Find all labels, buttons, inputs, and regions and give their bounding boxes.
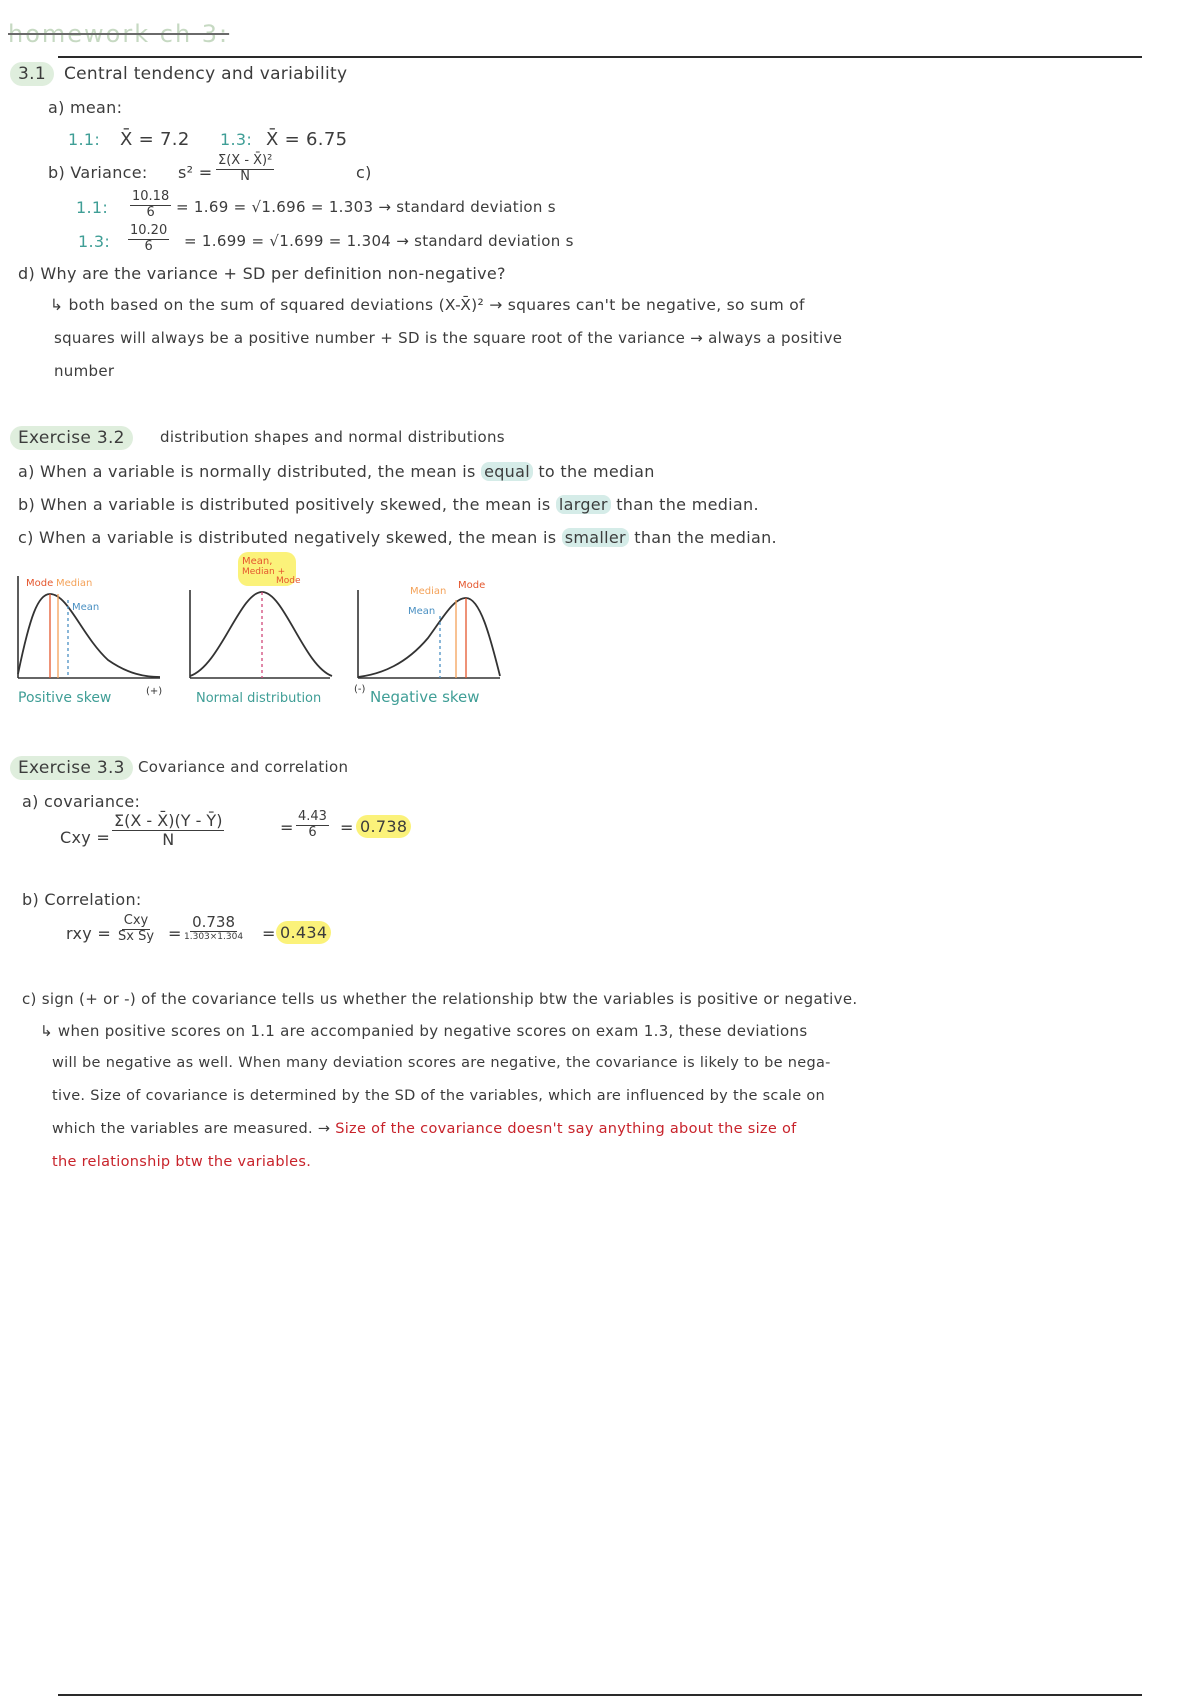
positive-skew-graph xyxy=(18,576,162,706)
var-1-1-label: 1.1: xyxy=(76,198,109,217)
ex32-c-text-pre: c) When a variable is distributed negatively skewed, the mean is xyxy=(18,528,557,547)
var-1-3-numerator: 10.20 xyxy=(130,223,168,238)
ex32-a-text-pre: a) When a variable is normally distributed, the mean is xyxy=(18,462,476,481)
ex33-c-line-1: c) sign (+ or -) of the covariance tells us whether the relationship btw the variables is positive or negative. xyxy=(22,990,858,1008)
ex31-c-label: c) xyxy=(356,163,372,182)
ex31-d-answer-line-3: number xyxy=(54,362,115,380)
ex33-a-label: a) covariance: xyxy=(22,792,141,811)
covariance-denominator: N xyxy=(162,830,175,850)
ex32-b-text-post: than the median. xyxy=(616,495,759,514)
normal-caption: Normal distribution xyxy=(196,691,322,706)
covariance-equals-1: = xyxy=(280,818,294,837)
negative-skew-mean-label: Mean xyxy=(408,606,436,617)
ex33-label: Exercise 3.3 xyxy=(10,756,133,780)
ex32-c-highlight: smaller xyxy=(562,528,629,547)
ex31-d-answer-line-1: ↳ both based on the sum of squared deviations (X-X̄)² → squares can't be negative, so sum of xyxy=(50,296,805,314)
positive-skew-mean-label: Mean xyxy=(72,602,100,613)
var-1-1-result: = 1.69 = √1.696 = 1.303 → standard deviation s xyxy=(176,198,556,216)
correlation-fraction xyxy=(118,914,154,945)
correlation-fraction-2 xyxy=(184,914,243,943)
var-1-3-result: = 1.699 = √1.699 = 1.304 → standard deviation s xyxy=(184,232,574,250)
header-rule xyxy=(58,56,1142,58)
variance-formula-fraction xyxy=(216,154,274,185)
correlation-numerator: Cxy xyxy=(123,913,149,928)
distribution-sketches xyxy=(10,556,530,716)
ex31-mean-1-3-label: 1.3: xyxy=(220,130,253,149)
variance-formula-numerator: Σ(X - X̄)² xyxy=(218,153,273,168)
negative-skew-sign: (-) xyxy=(354,684,366,695)
ex33-c-line-5-text: which the variables are measured. → xyxy=(52,1121,331,1137)
ex31-title: Central tendency and variability xyxy=(64,64,348,84)
ex32-label: Exercise 3.2 xyxy=(10,426,133,450)
var-1-1-numerator: 10.18 xyxy=(132,189,170,204)
correlation-result: 0.434 xyxy=(276,921,331,944)
normal-distribution-graph xyxy=(190,552,332,706)
ex33-c-line-6: the relationship btw the variables. xyxy=(52,1154,312,1170)
covariance-numerator: Σ(X - X̄)(Y - Ȳ) xyxy=(114,811,223,830)
correlation-lhs: rxy = xyxy=(66,924,112,943)
ex32-a-highlight: equal xyxy=(481,462,533,481)
var-1-1-denominator: 6 xyxy=(146,204,155,220)
positive-skew-median-label: Median xyxy=(56,578,93,589)
negative-skew-mode-label: Mode xyxy=(458,580,486,591)
ex32-c-text-post: than the median. xyxy=(634,528,777,547)
positive-skew-sign: (+) xyxy=(146,686,163,697)
ex32-b-highlight: larger xyxy=(556,495,611,514)
footer-rule xyxy=(58,1694,1142,1696)
covariance-result: 0.738 xyxy=(356,815,411,838)
covariance-equals-2: = xyxy=(340,818,354,837)
ex31-mean-1-1-label: 1.1: xyxy=(68,130,101,149)
negative-skew-graph xyxy=(354,580,500,706)
correlation-denominator-2: 1.303×1.304 xyxy=(184,932,244,943)
normal-curve xyxy=(190,592,332,676)
covariance-fraction xyxy=(112,812,224,850)
ex31-a-label: a) mean: xyxy=(48,98,123,117)
correlation-equals-2: = xyxy=(262,924,276,943)
ex32-a-text-post: to the median xyxy=(538,462,655,481)
ex33-c-line-4: tive. Size of covariance is determined by the SD of the variables, which are influenced by the scale on xyxy=(52,1088,826,1104)
correlation-denominator: Sx Sy xyxy=(118,928,155,944)
ex33-c-line-2: ↳ when positive scores on 1.1 are accompanied by negative scores on exam 1.3, these deviations xyxy=(40,1022,808,1040)
ex32-b-line xyxy=(18,495,759,514)
normal-label-mean: Mean, xyxy=(242,556,273,567)
negative-skew-median-label: Median xyxy=(410,586,447,597)
normal-label-median: Median + xyxy=(242,567,286,577)
ex32-a-line xyxy=(18,462,655,481)
ex31-d-question: d) Why are the variance + SD per definition non-negative? xyxy=(18,264,506,283)
variance-formula-lhs: s² = xyxy=(178,163,213,182)
covariance-fraction-2 xyxy=(296,810,329,841)
normal-label-mode: Mode xyxy=(276,576,301,586)
covariance-denominator-2: 6 xyxy=(308,824,317,840)
positive-skew-mode-label: Mode xyxy=(26,578,54,589)
negative-skew-caption: Negative skew xyxy=(370,688,480,706)
ex32-b-text-pre: b) When a variable is distributed positively skewed, the mean is xyxy=(18,495,551,514)
correlation-numerator-2: 0.738 xyxy=(192,913,236,931)
ex31-mean-1-3-value: X̄ = 6.75 xyxy=(266,129,348,150)
page-title: homework ch 3: xyxy=(8,20,230,48)
ex32-title: distribution shapes and normal distributions xyxy=(160,428,505,446)
covariance-numerator-2: 4.43 xyxy=(298,809,327,824)
var-1-3-denominator: 6 xyxy=(144,238,153,254)
ex33-c-line-5-red-text: Size of the covariance doesn't say anything about the size of xyxy=(335,1121,797,1137)
ex32-c-line xyxy=(18,528,777,547)
variance-formula-denominator: N xyxy=(240,168,251,184)
positive-skew-caption: Positive skew xyxy=(18,690,112,706)
correlation-equals-1: = xyxy=(168,924,182,943)
ex33-c-line-3: will be negative as well. When many deviation scores are negative, the covariance is likely to be nega- xyxy=(52,1055,831,1071)
ex33-b-label: b) Correlation: xyxy=(22,890,142,909)
ex31-mean-1-1-value: X̄ = 7.2 xyxy=(120,129,190,150)
ex31-d-answer-line-2: squares will always be a positive number + SD is the square root of the variance → always a positive xyxy=(54,329,843,347)
var-1-3-fraction xyxy=(128,224,169,255)
var-1-3-label: 1.3: xyxy=(78,232,111,251)
ex31-label: 3.1 xyxy=(10,62,54,86)
ex33-c-line-5 xyxy=(52,1121,797,1137)
covariance-lhs: Cxy = xyxy=(60,828,111,847)
ex33-title: Covariance and correlation xyxy=(138,758,349,776)
var-1-1-fraction xyxy=(130,190,171,221)
ex31-b-label: b) Variance: xyxy=(48,163,148,182)
